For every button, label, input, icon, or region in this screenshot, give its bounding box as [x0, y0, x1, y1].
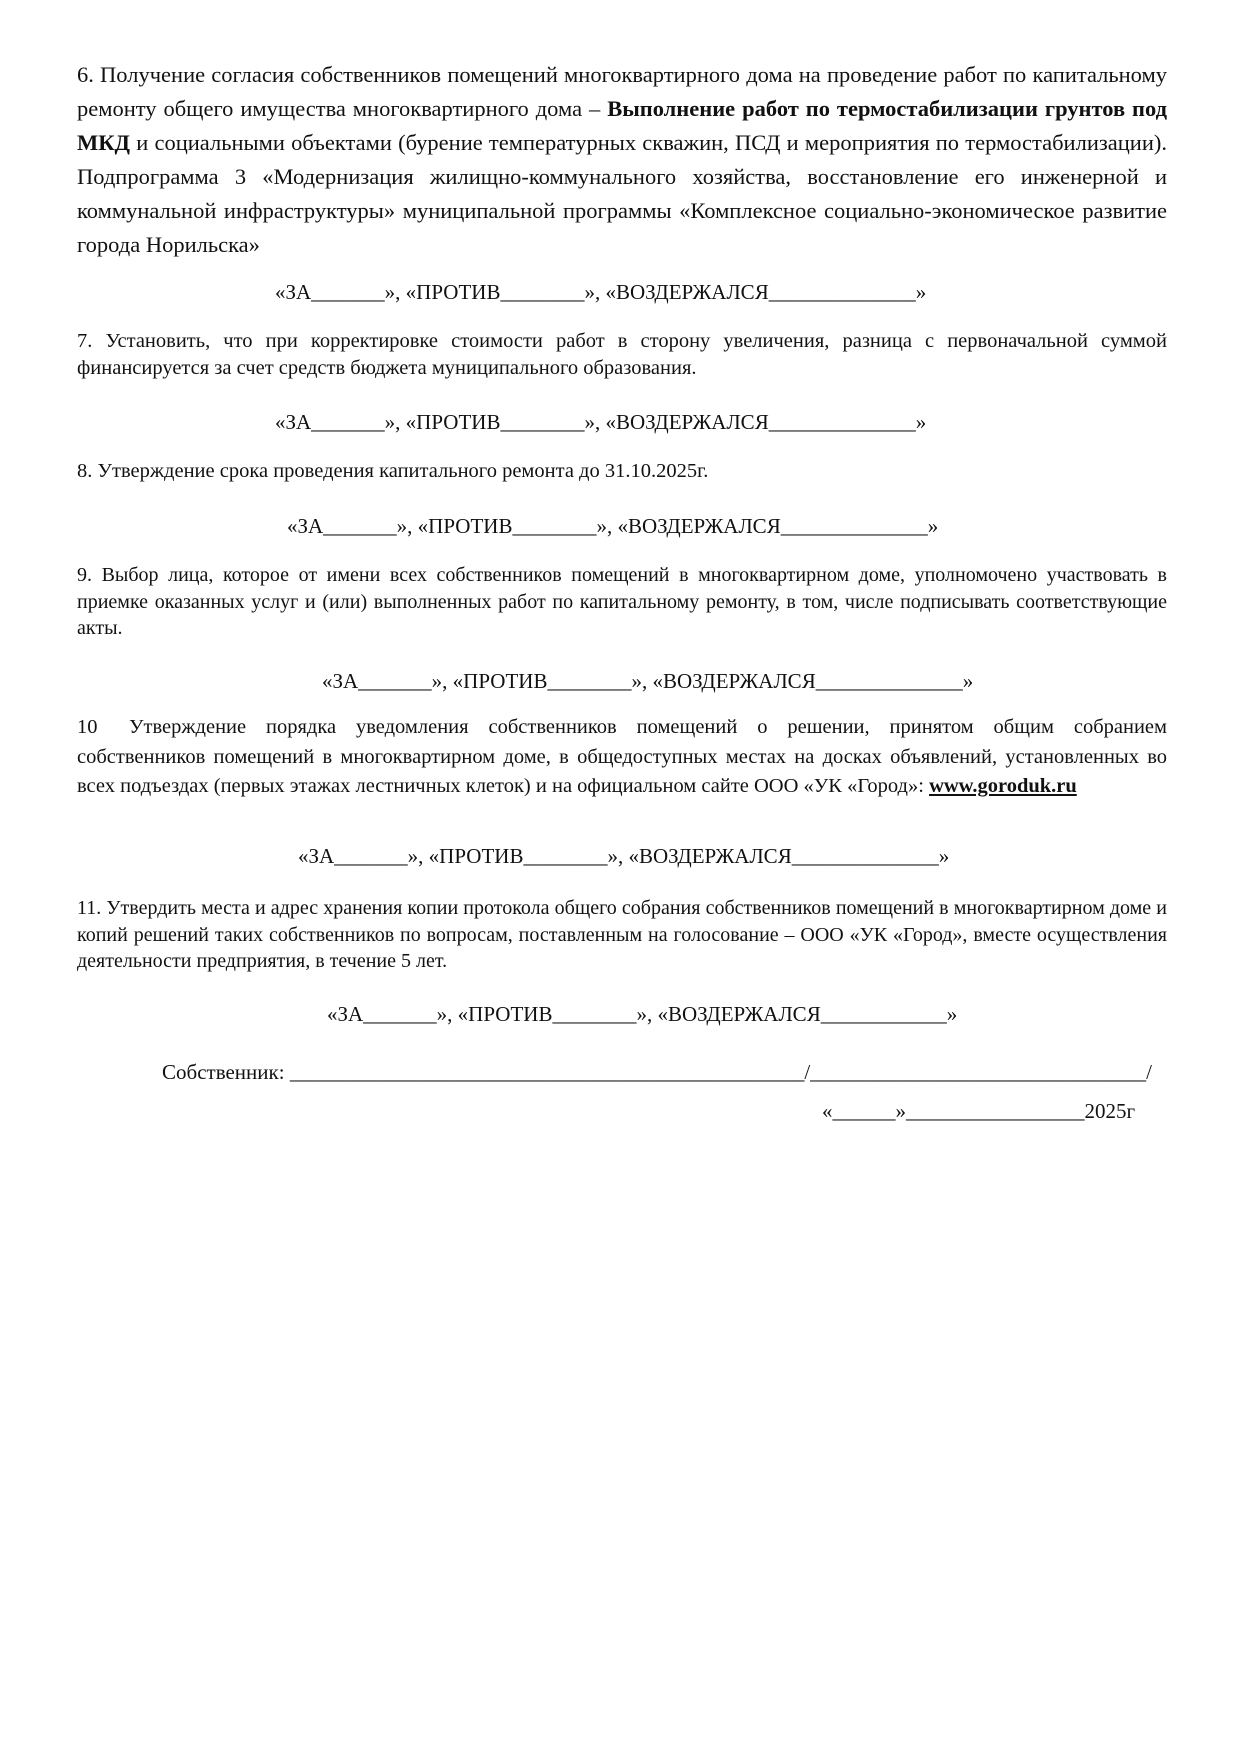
website-link[interactable]: www.goroduk.ru — [929, 775, 1077, 797]
item-6-text-before: 6. Получение согласия собственников помещений многоквартирного дома на проведение работ по капитальному ремонту общего имущества многоквартирного дома – — [77, 62, 1167, 121]
item-7-text: 7. Установить, что при корректировке стоимости работ в сторону увеличения, разница с первоначальной суммой финансируется за счет средств бюджета муниципального образования. — [77, 330, 1167, 379]
item-6-text — [77, 58, 1167, 262]
item-7-vote-line: «ЗА_______», «ПРОТИВ________», «ВОЗДЕРЖАЛСЯ______________» — [275, 410, 927, 434]
item-8-text: 8. Утверждение срока проведения капитального ремонта до 31.10.2025г. — [77, 460, 709, 482]
item-10-body: Утверждение порядка уведомления собственников помещений о решении, принятом общим собранием собственников помещений в многоквартирном доме, в общедоступных местах на досках объявлений, установленных во всех подъездах (первых этажах лестничных клеток) и на официальном сайте ООО «УК «Город»: — [77, 716, 1167, 797]
item-10-text — [77, 713, 1167, 802]
owner-label: Собственник: — [162, 1060, 285, 1084]
item-10-number: 10 — [77, 716, 98, 738]
item-6-vote-line: «ЗА_______», «ПРОТИВ________», «ВОЗДЕРЖАЛСЯ______________» — [275, 280, 927, 304]
owner-signature-field[interactable]: _________________________________________________/________________________________/ — [289, 1060, 1152, 1084]
owner-signature-line — [162, 1058, 1152, 1086]
item-11-text: 11. Утвердить места и адрес хранения копии протокола общего собрания собственников помещений в многоквартирном доме и копий решений таких собственников по вопросам, поставленным на голосование – ООО «УК «Город», вместе осуществления деятельности предприятия, в течение 5 лет. — [77, 897, 1167, 972]
item-6-bold-text: Выполнение работ по термостабилизации грунтов под МКД — [77, 96, 1167, 155]
item-8-vote-line: «ЗА_______», «ПРОТИВ________», «ВОЗДЕРЖАЛСЯ______________» — [287, 514, 939, 538]
item-9-text: 9. Выбор лица, которое от имени всех собственников помещений в многоквартирном доме, уполномочено участвовать в приемке оказанных услуг и (или) выполненных работ по капитальному ремонту, в том, числе подписывать соответствующие акты. — [77, 564, 1167, 639]
item-6-text-after: и социальными объектами (бурение температурных скважин, ПСД и мероприятия по термостабилизации). Подпрограмма 3 «Модернизация жилищно-коммунального хозяйства, восстановление его инженерной и коммунальной инфраструктуры» муниципальной программы «Комплексное социально-экономическое развитие города Норильска» — [77, 130, 1167, 257]
item-9-vote-line: «ЗА_______», «ПРОТИВ________», «ВОЗДЕРЖАЛСЯ______________» — [322, 669, 974, 693]
date-line[interactable]: «______»_________________2025г — [822, 1099, 1136, 1123]
item-11-vote-line: «ЗА_______», «ПРОТИВ________», «ВОЗДЕРЖАЛСЯ____________» — [327, 1002, 958, 1026]
item-10-vote-line: «ЗА_______», «ПРОТИВ________», «ВОЗДЕРЖАЛСЯ______________» — [298, 844, 950, 868]
